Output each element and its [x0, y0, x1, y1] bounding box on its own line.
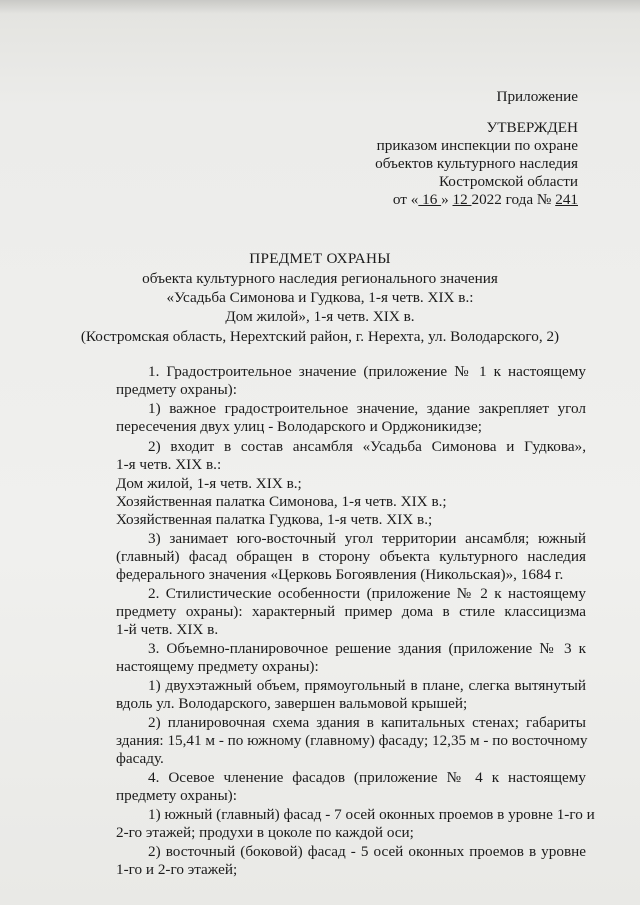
- order-line-1: приказом инспекции по охране: [376, 137, 578, 154]
- body-line: пересечения двух улиц - Володарского и Орджоникидзе;: [116, 418, 482, 435]
- date-mid: »: [441, 191, 453, 208]
- title-line-3: «Усадьба Симонова и Гудкова, 1-я четв. XIX в.:: [166, 289, 474, 306]
- body-line: предмету охраны):: [116, 787, 237, 804]
- body-line: предмету охраны): характерный пример дома в стиле классицизма: [116, 603, 586, 620]
- date-month: 12: [452, 191, 472, 208]
- order-date-line: [393, 191, 578, 209]
- body-line: здания: 15,41 м - по южному (главному) фасаду; 12,35 м - по восточному: [116, 732, 588, 749]
- body-line: Хозяйственная палатка Симонова, 1-я четв. XIX в.;: [116, 493, 447, 510]
- body-line: 2-го этажей; продухи в цоколе по каждой оси;: [116, 824, 414, 841]
- body-line: 1-й четв. XIX в.: [116, 621, 219, 638]
- body-line: 2) входит в состав ансамбля «Усадьба Симонова и Гудкова»,: [148, 438, 586, 455]
- body-line: 4. Осевое членение фасадов (приложение № 4 к настоящему: [148, 769, 586, 786]
- date-day: 16: [418, 191, 442, 208]
- title-line-5: (Костромская область, Нерехтский район, г. Нерехта, ул. Володарского, 2): [80, 328, 560, 345]
- date-prefix: от «: [392, 191, 419, 208]
- body-line: настоящему предмету охраны):: [116, 658, 319, 675]
- body-line: 2) планировочная схема здания в капитальных стенах; габариты: [148, 714, 586, 731]
- body-line: 1. Градостроительное значение (приложение № 1 к настоящему: [148, 363, 586, 380]
- appendix-label: Приложение: [496, 88, 578, 105]
- body-line: 1) южный (главный) фасад - 7 осей оконных проемов в уровне 1-го и: [148, 806, 595, 823]
- body-line: фасаду.: [116, 750, 164, 767]
- document-title: ПРЕДМЕТ ОХРАНЫ: [249, 250, 391, 267]
- body-line: Хозяйственная палатка Гудкова, 1-я четв. XIX в.;: [116, 511, 433, 528]
- body-line: 1) важное градостроительное значение, здание закрепляет угол: [148, 400, 586, 417]
- body-line: 2) восточный (боковой) фасад - 5 осей оконных проемов в уровне: [148, 843, 586, 860]
- body-line: Дом жилой, 1-я четв. XIX в.;: [116, 475, 302, 492]
- body-line: 2. Стилистические особенности (приложение № 2 к настоящему: [148, 585, 586, 602]
- body-line: (главный) фасад обращен в сторону объекта культурного наследия: [116, 548, 586, 565]
- body-line: федерального значения «Церковь Богоявления (Никольская)», 1684 г.: [116, 566, 564, 583]
- body-line: 1-го и 2-го этажей;: [116, 861, 238, 878]
- body-line: 3) занимает юго-восточный угол территории ансамбля; южный: [148, 530, 586, 547]
- title-line-4: Дом жилой», 1-я четв. XIX в.: [225, 308, 415, 325]
- approved-label: УТВЕРЖДЕН: [486, 119, 578, 136]
- body-line: предмету охраны):: [116, 381, 237, 398]
- body-line: 1-я четв. XIX в.:: [116, 456, 222, 473]
- body-line: 3. Объемно-планировочное решение здания (приложение № 3 к: [148, 640, 586, 657]
- scan-edge-shadow: [0, 0, 640, 14]
- order-line-2: объектов культурного наследия: [375, 155, 578, 172]
- body-line: 1) двухэтажный объем, прямоугольный в плане, слегка вытянутый: [148, 677, 586, 694]
- order-number: 241: [555, 191, 578, 208]
- date-year: 2022 года №: [471, 191, 556, 208]
- order-line-3: Костромской области: [438, 173, 578, 190]
- title-line-2: объекта культурного наследия регионального значения: [142, 270, 498, 287]
- body-line: вдоль ул. Володарского, завершен вальмовой крышей;: [116, 695, 468, 712]
